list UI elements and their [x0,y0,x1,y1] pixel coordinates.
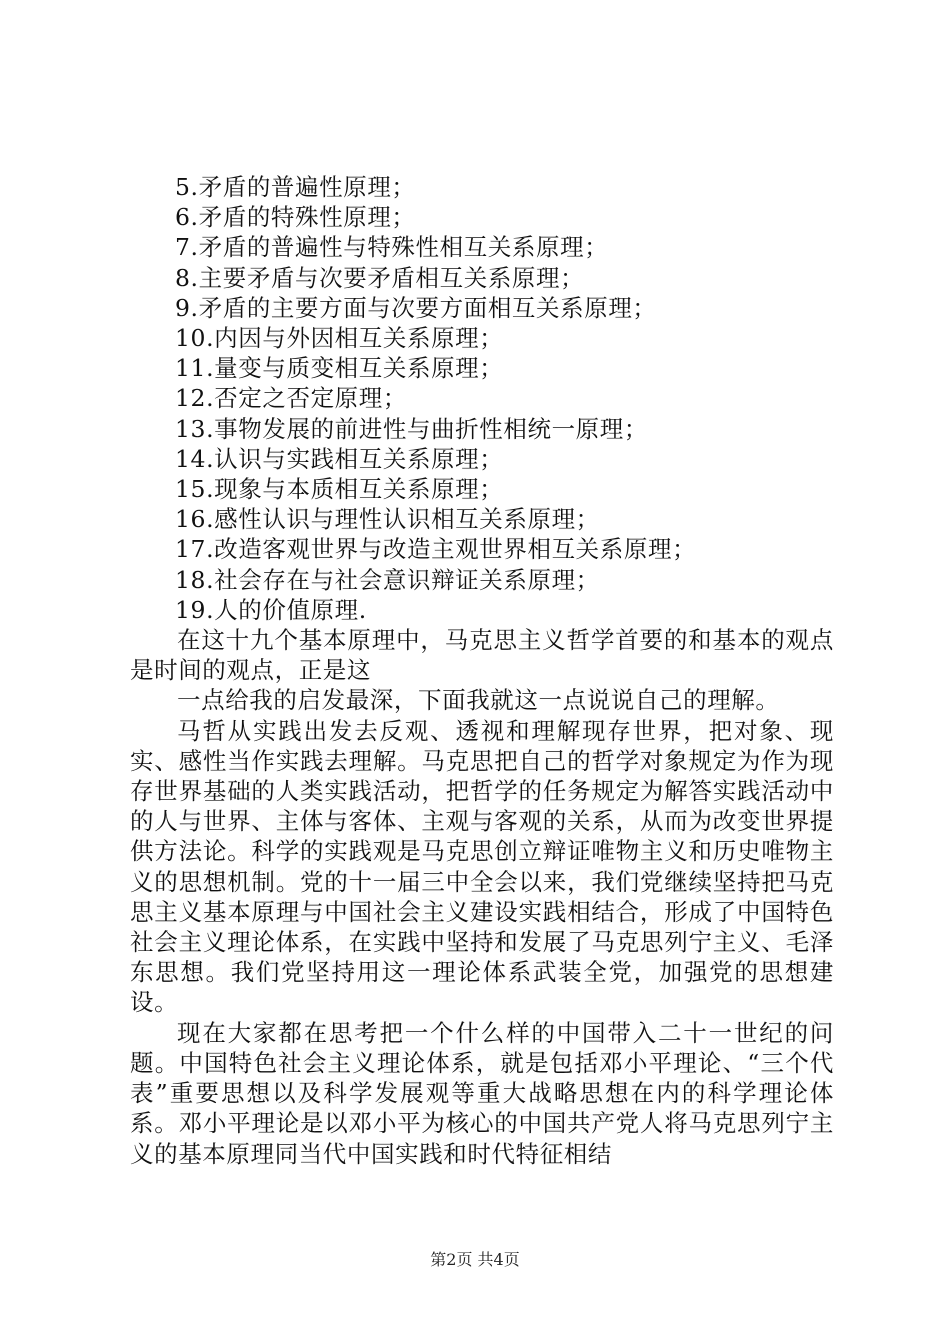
list-item: 19.人的价值原理. [175,595,367,624]
list-item: 13.事物发展的前进性与曲折性相统一原理； [175,414,648,443]
page-number: 第2页 共4页 [430,1250,520,1269]
page-footer [0,1247,950,1270]
paragraph-practice: 马哲从实践出发去反观、透视和理解现存世界，把对象、现实、感性当作实践去理解。马克思把自己的哲学对象规定为作为现存世界基础的人类实践活动，把哲学的任务规定为解答实践活动中的人与世界、主体与客体、主观与客观的关系，从而为改变世界提供方法论。科学的实践观是马克思创立辩证唯物主义和历史唯物主义的思想机制。党的十一届三中全会以来，我们党继续坚持把马克思主义基本原理与中国社会主义建设实践相结合，形成了中国特色社会主义理论体系，在实践中坚持和发展了马克思列宁主义、毛泽东思想。我们党坚持用这一理论体系武装全党，加强党的思想建设。 [130,716,834,1017]
document-body [130,172,834,1169]
list-item: 6.矛盾的特殊性原理； [175,203,416,232]
list-item: 5.矛盾的普遍性原理； [175,173,416,201]
list-item: 10.内因与外因相互关系原理； [175,324,504,353]
list-item: 9.矛盾的主要方面与次要方面相互关系原理； [175,293,657,322]
list-item: 8.主要矛盾与次要矛盾相互关系原理； [175,263,585,292]
principle-list [130,172,834,625]
list-item: 11.量变与质变相互关系原理； [175,354,504,383]
list-item: 14.认识与实践相互关系原理； [175,444,504,473]
list-item: 16.感性认识与理性认识相互关系原理； [175,505,600,534]
paragraph-summary: 在这十九个基本原理中，马克思主义哲学首要的和基本的观点是时间的观点，正是这 [130,626,834,685]
list-item: 7.矛盾的普遍性与特殊性相互关系原理； [175,233,609,262]
paragraph-theory-system: 现在大家都在思考把一个什么样的中国带入二十一世纪的问题。中国特色社会主义理论体系，就是包括邓小平理论、“三个代表”重要思想以及科学发展观等重大战略思想在内的科学理论体系。邓小平理论是以邓小平为核心的中国共产党人将马克思列宁主义的基本原理同当代中国实践和时代特征相结 [130,1018,834,1168]
paragraph-continuation: 一点给我的启发最深，下面我就这一点说说自己的理解。 [177,686,780,715]
list-item: 15.现象与本质相互关系原理； [175,475,504,504]
list-item: 12.否定之否定原理； [175,384,407,413]
list-item: 18.社会存在与社会意识辩证关系原理； [175,565,600,594]
list-item: 17.改造客观世界与改造主观世界相互关系原理； [175,535,697,564]
